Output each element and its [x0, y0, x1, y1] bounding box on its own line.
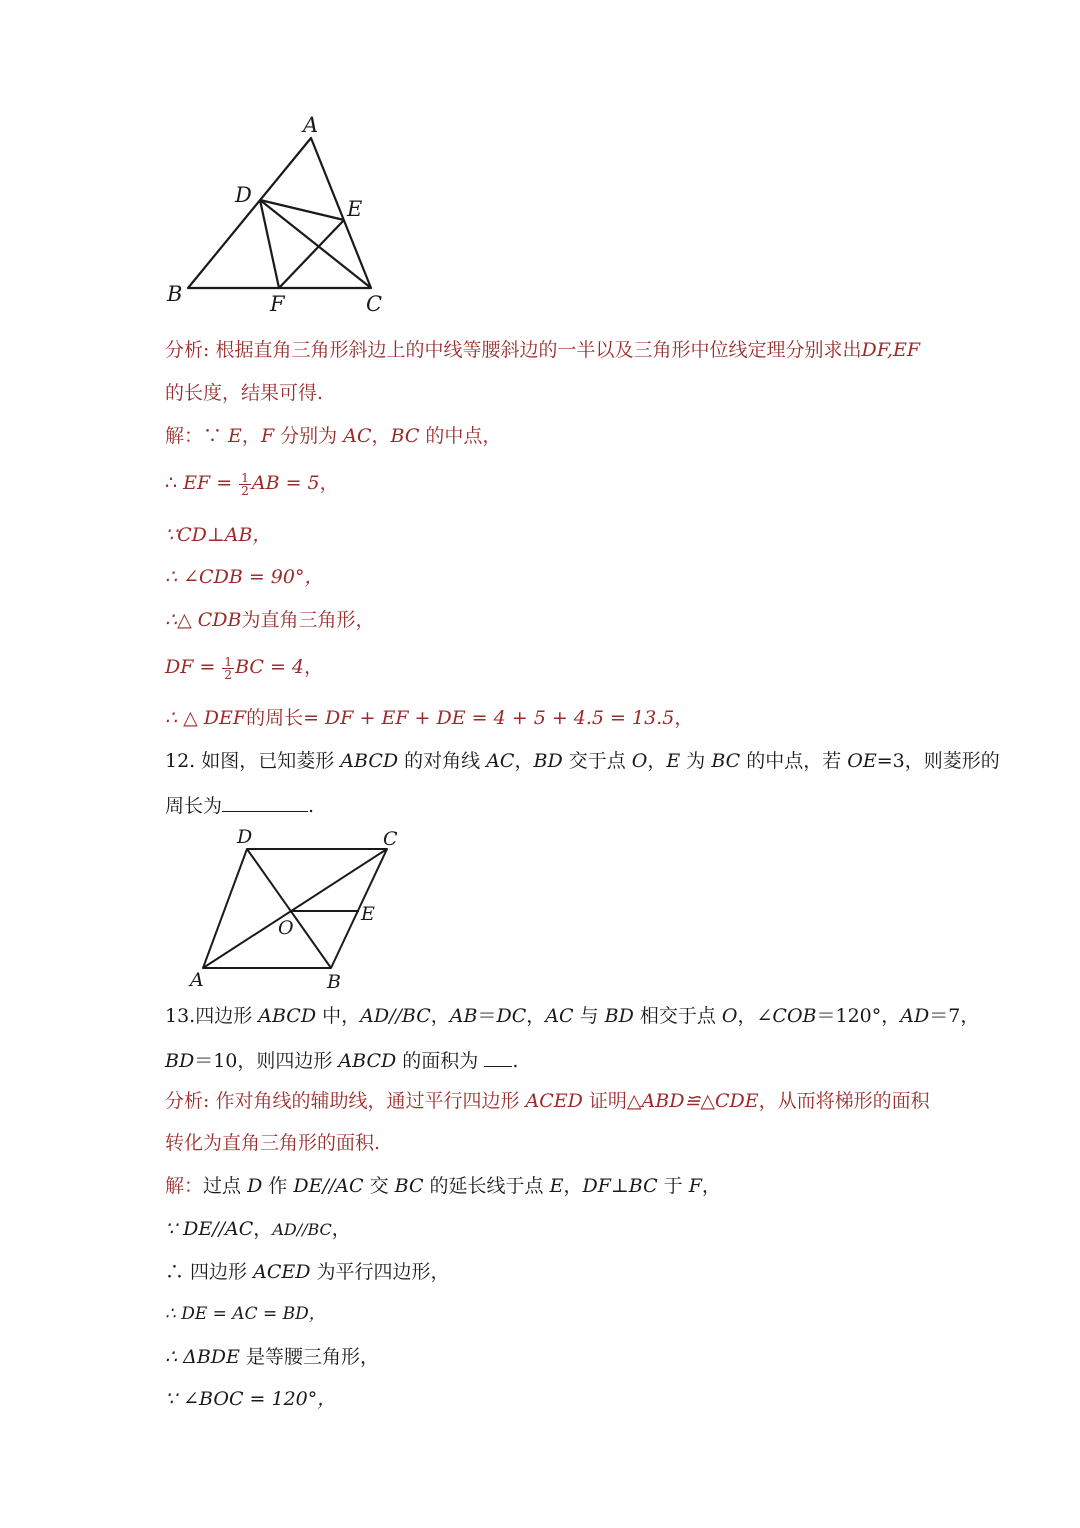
math-var: AC: [343, 425, 372, 447]
math-expr: = DF + EF + DE = 4 + 5 + 4.5 = 13.5: [303, 707, 675, 729]
text: ，: [253, 1218, 273, 1240]
text: 为平行四边形，: [310, 1261, 450, 1283]
text: 为: [680, 750, 712, 772]
text: 的中点，若: [740, 750, 848, 772]
math-var: E: [666, 750, 681, 772]
text: ，: [430, 1005, 450, 1027]
analysis-math: DF,EF: [861, 339, 921, 361]
math-var: BC: [394, 1175, 424, 1197]
label-o: O: [278, 917, 294, 939]
text: 过点: [203, 1175, 248, 1197]
text: 12. 如图，已知菱形: [165, 750, 341, 772]
question-13-line-1: [165, 1003, 979, 1029]
text: 交: [363, 1175, 395, 1197]
math-var: OE: [847, 750, 877, 772]
text: 作: [262, 1175, 294, 1197]
solution-2-line-5: [165, 1344, 379, 1370]
text: ＝7，: [929, 1005, 980, 1027]
math-var: O: [631, 750, 648, 772]
answer-blank[interactable]: [484, 1046, 512, 1067]
text: ∴: [165, 472, 184, 494]
text: ，: [319, 472, 339, 494]
label-a: A: [190, 969, 204, 991]
text: 13.四边形: [165, 1005, 259, 1027]
label-e: E: [361, 903, 375, 925]
question-13-line-2: [165, 1046, 518, 1074]
text: ，: [371, 425, 391, 447]
fraction-denominator: 2: [241, 483, 249, 498]
math-var: F: [260, 425, 275, 447]
text: ＝10，则四边形: [194, 1050, 339, 1072]
solution-2-line-2: [165, 1216, 351, 1243]
solution-2-line-6: ∵ ∠BOC = 120°，: [165, 1388, 337, 1410]
text: ，: [514, 750, 534, 772]
text: ，: [674, 707, 694, 729]
text: .: [512, 1050, 519, 1072]
fraction-numerator: 1: [224, 654, 233, 669]
fraction-numerator: 1: [241, 470, 249, 485]
math-var: AD//BC: [360, 1005, 431, 1027]
math-expr: ∴△ CDB: [165, 609, 242, 631]
math-var: F: [688, 1175, 702, 1197]
text: ∴: [165, 1261, 191, 1283]
math-var: BD: [533, 750, 563, 772]
math-expr: BC = 4: [235, 656, 305, 678]
text: ，从而将梯形的面积: [758, 1090, 930, 1112]
label-b: B: [327, 971, 341, 993]
math-var: ABCD: [258, 1005, 317, 1027]
solution-2-line-4: ∴ DE = AC = BD，: [165, 1304, 326, 1324]
math-var: D: [247, 1175, 263, 1197]
text: ＝: [477, 1005, 497, 1027]
label-c: C: [366, 292, 383, 316]
text: ，: [563, 1175, 583, 1197]
analysis-2-line-1: [165, 1088, 930, 1114]
text: ，: [331, 1218, 351, 1240]
solution-2-line-1: [165, 1173, 721, 1199]
math-var: ACED: [253, 1261, 311, 1283]
text: ，: [526, 1005, 546, 1027]
math-expr: DE//AC: [293, 1175, 364, 1197]
text: 分别为: [274, 425, 344, 447]
math-var: AB: [449, 1005, 478, 1027]
text: 是等腰三角形，: [239, 1346, 379, 1368]
math-var: ABCD: [338, 1050, 397, 1072]
math-expr: DF⊥BC: [582, 1175, 658, 1197]
text: 的周长: [246, 707, 304, 729]
label-d: D: [237, 826, 253, 848]
text: ，: [304, 656, 324, 678]
label-c: C: [383, 828, 398, 850]
text: 作对角线的辅助线，通过平行四边形: [215, 1090, 526, 1112]
text: ＝120°，: [816, 1005, 901, 1027]
analysis-2-line-2: 转化为直角三角形的面积.: [165, 1132, 381, 1154]
math-var: ACED: [525, 1090, 583, 1112]
analysis-label: 分析:: [165, 1090, 216, 1112]
text: 周长为: [165, 795, 223, 817]
solution-label: 解：∵: [165, 425, 229, 447]
text: 与: [573, 1005, 605, 1027]
analysis-text: 的长度，结果可得.: [165, 382, 324, 404]
text: =3，则菱形的: [876, 750, 1000, 772]
text: 的面积为: [396, 1050, 485, 1072]
text: 的延长线于点: [423, 1175, 550, 1197]
math-var: O: [721, 1005, 738, 1027]
math-var: AC: [545, 1005, 574, 1027]
solution-1-line-3: ∵CD⊥AB，: [165, 524, 272, 546]
text: 交于点: [562, 750, 632, 772]
text: 为直角三角形，: [241, 609, 375, 631]
text: ，: [647, 750, 667, 772]
label-d: D: [235, 183, 252, 207]
text: 中，: [316, 1005, 361, 1027]
text: ，: [701, 1175, 721, 1197]
text: 证明: [582, 1090, 627, 1112]
math-expr: ∴ ΔBDE: [165, 1346, 240, 1368]
math-expr: AB = 5: [251, 472, 320, 494]
fraction-denominator: 2: [224, 667, 233, 682]
solution-2-line-3: [165, 1259, 450, 1285]
math-expr: EF =: [183, 472, 239, 494]
math-var: COB: [772, 1005, 817, 1027]
math-expr: AD//BC: [272, 1220, 332, 1239]
math-var: ABCD: [340, 750, 399, 772]
math-expr: ∵ DE//AC: [165, 1218, 254, 1240]
math-var: BD: [165, 1050, 195, 1072]
math-var: AC: [486, 750, 515, 772]
analysis-label: 分析:: [165, 339, 216, 361]
text: 的中点，: [419, 425, 502, 447]
label-b: B: [167, 282, 183, 306]
text: .: [308, 795, 315, 817]
text: 四边形: [190, 1261, 254, 1283]
text: 于: [657, 1175, 689, 1197]
text: 相交于点: [633, 1005, 722, 1027]
math-var: BC: [390, 425, 420, 447]
diagonal-bd: [247, 849, 331, 968]
math-var: AD: [900, 1005, 930, 1027]
text: ，∠: [737, 1005, 773, 1027]
math-var: E: [228, 425, 242, 447]
math-var: DC: [496, 1005, 527, 1027]
analysis-text: 根据直角三角形斜边上的中线等腰斜边的一半以及三角形中位线定理分别求出: [215, 339, 862, 361]
label-f: F: [270, 292, 285, 316]
math-var: BC: [711, 750, 741, 772]
solution-1-line-4: ∴ ∠CDB = 90°，: [165, 566, 324, 588]
math-var: BD: [604, 1005, 634, 1027]
math-var: E: [549, 1175, 564, 1197]
text: ，: [241, 425, 261, 447]
label-e: E: [347, 197, 363, 221]
math-expr: ∴ △ DEF: [165, 707, 247, 729]
math-expr: DF =: [165, 656, 222, 678]
math-expr: △ABD≌△CDE: [626, 1090, 759, 1112]
text: 的对角线: [398, 750, 487, 772]
solution-label: 解：: [165, 1175, 204, 1197]
label-a: A: [303, 113, 319, 137]
